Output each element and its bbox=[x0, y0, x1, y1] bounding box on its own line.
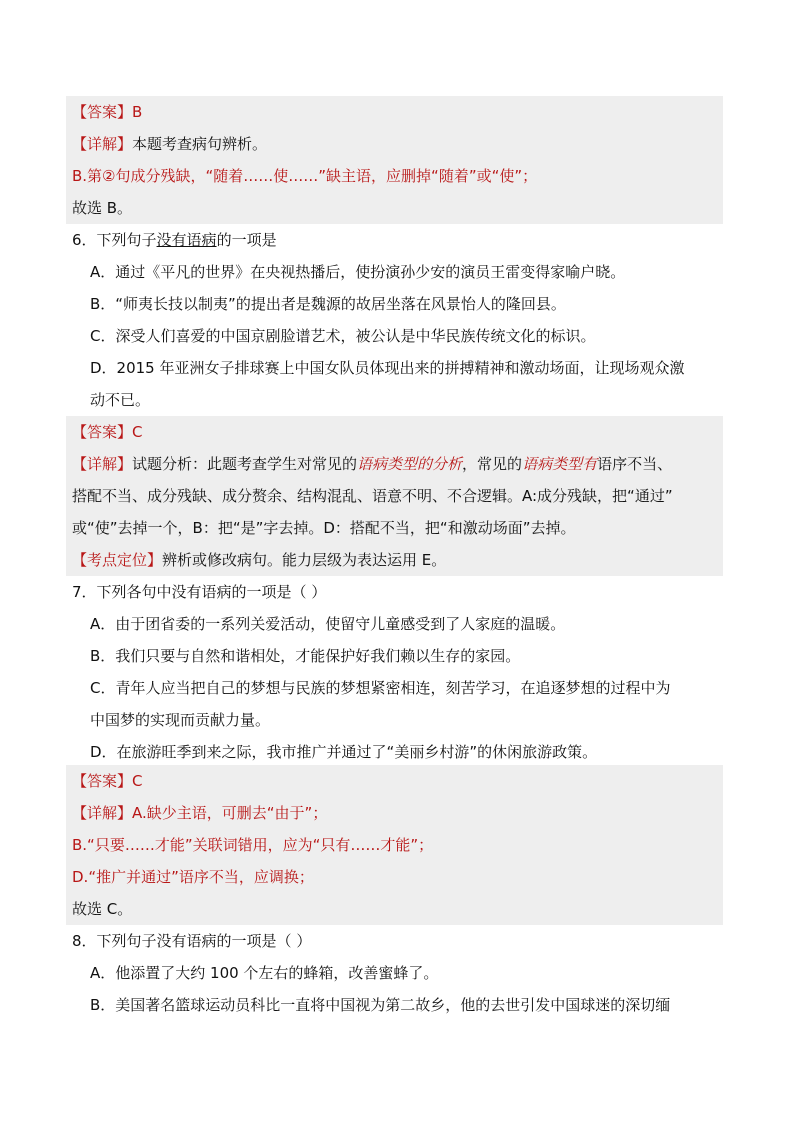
option-a: A．通过《平凡的世界》在央视热播后，使扮演孙少安的演员王雷变得家喻户晓。 bbox=[90, 263, 626, 281]
question-stem: 8．下列句子没有语病的一项是（ ） bbox=[72, 932, 312, 950]
option-b: B．美国著名篮球运动员科比一直将中国视为第二故乡，他的去世引发中国球迷的深切缅 bbox=[90, 996, 671, 1014]
answer-line bbox=[66, 96, 723, 128]
detail-text: 本题考查病句辨析。 bbox=[132, 135, 268, 153]
answer-tag: 【答案】 bbox=[72, 423, 133, 441]
option-c-continued: 中国梦的实现而贡献力量。 bbox=[90, 711, 271, 729]
answer-block-3 bbox=[66, 765, 723, 925]
question-6 bbox=[66, 224, 723, 416]
answer-tag: 【答案】 bbox=[72, 103, 133, 121]
detail-line bbox=[66, 448, 723, 480]
key-point-text: 辨析或修改病句。能力层级为表达运用 E。 bbox=[162, 551, 447, 569]
detail-line bbox=[66, 128, 723, 160]
detail-tag: 【详解】 bbox=[72, 455, 133, 473]
detail-emphasis-2: 语病类型有 bbox=[522, 455, 598, 473]
question-stem: 7．下列各句中没有语病的一项是（ ） bbox=[72, 583, 327, 601]
option-d-continued: 动不已。 bbox=[90, 391, 151, 409]
question-7 bbox=[66, 576, 723, 768]
stem-underlined: 没有语病 bbox=[156, 231, 217, 249]
conclusion-line: 故选 B。 bbox=[72, 199, 133, 217]
option-a: A．由于团省委的一系列关爱活动，使留守儿童感受到了人家庭的温暖。 bbox=[90, 615, 566, 633]
detail-text-3: 语序不当、 bbox=[597, 455, 673, 473]
detail-text: 试题分析：此题考查学生对常见的 bbox=[132, 455, 358, 473]
stem-text: 6．下列句子 bbox=[72, 231, 157, 249]
option-b: B．“师夷长技以制夷”的提出者是魏源的故居坐落在风景怡人的隆回县。 bbox=[90, 295, 566, 313]
answer-value: B bbox=[132, 103, 143, 121]
option-c: C．深受人们喜爱的中国京剧脸谱艺术，被公认是中华民族传统文化的标识。 bbox=[90, 327, 596, 345]
stem-text-end: 的一项是 bbox=[216, 231, 277, 249]
option-d: D．2015 年亚洲女子排球赛上中国女队员体现出来的拼搏精神和激动场面，让现场观众激 bbox=[90, 359, 685, 377]
detail-line-2: B.“只要……才能”关联词错用，应为“只有……才能”； bbox=[72, 836, 434, 854]
detail-text: A.缺少主语，可删去“由于”； bbox=[132, 804, 328, 822]
answer-value: C bbox=[132, 772, 143, 790]
answer-block-1 bbox=[66, 96, 723, 224]
detail-line bbox=[66, 797, 723, 829]
detail-line-2: B.第②句成分残缺，“随着……使……”缺主语，应删掉“随着”或“使”； bbox=[72, 167, 538, 185]
answer-line bbox=[66, 765, 723, 797]
option-b: B．我们只要与自然和谐相处，才能保护好我们赖以生存的家园。 bbox=[90, 647, 521, 665]
conclusion-line: 故选 C。 bbox=[72, 900, 133, 918]
answer-block-2 bbox=[66, 416, 723, 576]
answer-line bbox=[66, 416, 723, 448]
answer-value: C bbox=[132, 423, 143, 441]
detail-tag: 【详解】 bbox=[72, 804, 133, 822]
answer-tag: 【答案】 bbox=[72, 772, 133, 790]
key-point-line bbox=[66, 544, 723, 576]
detail-line-3: D.“推广并通过”语序不当，应调换； bbox=[72, 868, 314, 886]
option-d: D．在旅游旺季到来之际，我市推广并通过了“美丽乡村游”的休闲旅游政策。 bbox=[90, 743, 598, 761]
question-stem bbox=[66, 224, 723, 256]
detail-tag: 【详解】 bbox=[72, 135, 133, 153]
detail-line-3: 或“使”去掉一个，B：把“是”字去掉。D：搭配不当，把“和激动场面”去掉。 bbox=[72, 519, 576, 537]
detail-text-2: ，常见的 bbox=[462, 455, 523, 473]
detail-line-2: 搭配不当、成分残缺、成分赘余、结构混乱、语意不明、不合逻辑。A:成分残缺，把“通过” bbox=[72, 487, 673, 505]
detail-emphasis: 语病类型的分析 bbox=[357, 455, 463, 473]
option-a: A．他添置了大约 100 个左右的蜂箱，改善蜜蜂了。 bbox=[90, 964, 439, 982]
option-c: C．青年人应当把自己的梦想与民族的梦想紧密相连，刻苦学习，在追逐梦想的过程中为 bbox=[90, 679, 671, 697]
question-8 bbox=[66, 925, 723, 1021]
key-point-tag: 【考点定位】 bbox=[72, 551, 163, 569]
